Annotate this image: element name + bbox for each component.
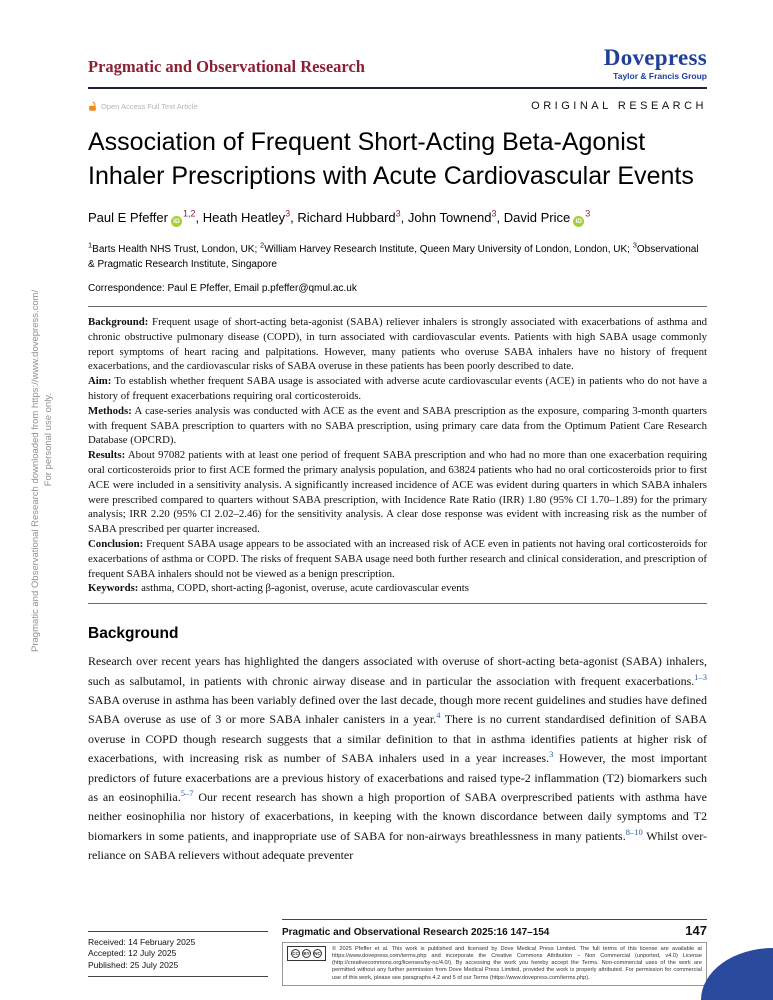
taylor-francis-group-text: Taylor & Francis Group: [613, 71, 707, 81]
superscript: 3: [632, 240, 637, 250]
abstract: [88, 306, 707, 604]
abstract-background-label: Background:: [88, 316, 149, 328]
license-text: © 2025 Pfeffer et al. This work is published and licensed by Dove Medical Press Limited. The full terms of this license are available at https://www.dovepress.com/terms.php and incorporate the Creative Commons Attribution – Non Commercial (unported, v4.0) License (http://creativecommons.org/licenses/by-nc/4.0/). By accessing the work you hereby accept the Terms. Non-commercial uses of the work are permitted without any further permission from Dove Medical Press Limited, provided the work is properly attributed. For permission for commercial use of this work, please see paragraphs 4.2 and 5 of our Terms (https://www.dovepress.com/terms.php).: [332, 945, 702, 981]
abstract-conclusion-text: Frequent SABA usage appears to be associated with an increased risk of ACE even in patients not having oral corticosteroids for exacerbations of asthma or COPD. The risks of frequent SABA usage need both further research and clinical consideration, and prescription of frequent SABA inhalers should not be viewed as a benign prescription.: [88, 537, 707, 580]
author-name: David Price $iD^3$: [503, 208, 591, 225]
open-access-link[interactable]: [88, 101, 198, 112]
journal-header: [88, 46, 707, 81]
footer-right: [282, 919, 707, 986]
author-affiliation-superscript: 3: [395, 208, 401, 219]
abstract-results: [88, 448, 707, 537]
cc-license-icon: NC: [314, 950, 321, 956]
author-name: Richard Hubbard$^3$: [297, 208, 401, 225]
header-rule: [88, 87, 707, 89]
abstract-methods-label: Methods:: [88, 404, 132, 417]
citation-row: [282, 919, 707, 938]
page-number: 147: [685, 922, 707, 938]
dovepress-corner-graphic: [701, 948, 773, 1000]
body-paragraph: Research over recent years has highlighted the dangers associated with overuse of short-acting beta-agonist (SABA) inhalers, such as salbutamol, in patients with chronic airway disease and in particular the association with frequent exacerbations.$^{1-3}$ SABA overuse in asthma has been variably defined over the last decade, though more recent guidelines and studies have defined SABA overuse as use of 3 or more SABA inhaler canisters in a year.$^4$ There is no current standardised definition of SABA overuse in COPD though research suggests that a similar definition to that in asthma identifies patients at higher risk of exacerbations, with increasing risk as number of SABA inhalers used in a year increases.$^3$ However, the most important predictors of future exacerbations are a previous history of exacerbations and raised type-2 inflammation (T2) biomarkers such as an eosinophilia.$^{5-7}$ Our recent research has shown a high proportion of SABA overprescribed patients with asthma have neither eosinophilia nor history of exacerbations, in keeping with the known discordance between daily symptoms and T2 biomarkers in some patients, and inappropriate use of SABA for non-airways breathlessness in many patients.$^{8-10}$ Whilst over-reliance on SABA relievers without adequate preventer: [88, 654, 708, 863]
superscript: 4: [436, 710, 441, 721]
affiliations: $^1$Barts Health NHS Trust, London, UK; $^2$William Harvey Research Institute, Queen Mary University of London, London, UK; $^3$Observational & Pragmatic Research Institute, Singapore: [88, 240, 699, 270]
author-affiliation-superscript: 3: [491, 208, 497, 219]
abstract-conclusion: [88, 537, 707, 581]
article-type-label: ORIGINAL RESEARCH: [531, 100, 707, 112]
correspondence-text: Correspondence: Paul E Pfeffer, Email: [88, 283, 262, 294]
journal-name: Pragmatic and Observational Research: [88, 57, 365, 76]
abstract-methods: [88, 404, 707, 448]
open-access-lock-icon: [88, 101, 97, 112]
superscript: 1–3: [694, 671, 707, 682]
superscript: 2: [260, 240, 265, 250]
superscript: 1: [88, 240, 93, 250]
published-date: Published: 25 July 2025: [88, 959, 179, 970]
page-footer: [88, 919, 707, 986]
download-notice-line2: For personal use only.: [43, 393, 54, 487]
superscript: 5–7: [180, 787, 194, 798]
abstract-conclusion-label: Conclusion:: [88, 537, 144, 550]
dovepress-logo: [604, 46, 707, 81]
author-affiliation-superscript: 3: [585, 208, 591, 219]
orcid-icon[interactable]: iD: [573, 216, 584, 227]
abstract-aim-label: Aim:: [88, 375, 112, 388]
author-name: Heath Heatley$^3$: [202, 208, 291, 225]
license-box: [282, 942, 707, 986]
abstract-keywords-label: Keywords:: [88, 582, 139, 595]
orcid-icon[interactable]: iD: [171, 216, 182, 227]
section-heading-background: Background: [88, 625, 179, 643]
superscript: 8–10: [625, 826, 643, 837]
received-date: Received: 14 February 2025: [88, 936, 196, 947]
meta-row: [88, 100, 707, 112]
abstract-keywords-text: asthma, COPD, short-acting β-agonist, overuse, acute cardiovascular events: [138, 582, 469, 595]
correspondence: [88, 283, 707, 294]
abstract-aim: [88, 374, 707, 404]
author-name: John Townend$^3$: [407, 208, 497, 225]
abstract-results-text: About 97082 patients with at least one period of frequent SABA prescription and who had no more than one exacerbation requiring oral corticosteroids prior to first ACE formed the primary analysis population, and 63824 patients who had no oral corticosteroids prior to first ACE were included in a sensitivity analysis. A significantly increased incidence of ACE was evident during quarters in which SABA inhalers were prescribed compared to quarters without SABA prescription, with Incidence Rate Ratio (IRR) 1.80 (95% CI 1.70–1.89) for the primary analysis; IRR 2.20 (95% CI 2.02–2.46) for the sensitivity analysis. A clear dose response was evident with increasing risk as the number of SABA prescribed per quarter increased.: [88, 449, 707, 536]
dovepress-logo-text: Dovepress: [603, 45, 707, 70]
author-affiliation-superscript: 1,2: [182, 208, 196, 219]
accepted-date: Accepted: 12 July 2025: [88, 948, 177, 959]
open-access-label: Open Access Full Text Article: [101, 101, 198, 111]
cc-license-badge: [287, 946, 326, 961]
author-affiliation-superscript: 3: [285, 208, 291, 219]
article-title: Association of Frequent Short-Acting Beta-Agonist Inhaler Prescriptions with Acute Cardiovascular Events: [88, 128, 694, 190]
abstract-background-text: Frequent usage of short-acting beta-agonist (SABA) reliever inhalers is strongly associated with exacerbations of asthma and chronic obstructive pulmonary disease (COPD), in turn associated with cardiovascular events. Patients with high SABA usage commonly report symptoms of heart racing and palpitations. However, many patients who overuse SABA inhalers have no history of frequent exacerbations, and the cardiovascular risks of SABA overuse in these patients has been poorly described to date.: [88, 316, 707, 373]
abstract-background: [88, 315, 707, 374]
abstract-keywords: [88, 581, 707, 596]
abstract-results-label: Results:: [88, 449, 126, 462]
correspondence-email-link[interactable]: p.pfeffer@qmul.ac.uk: [261, 283, 357, 294]
journal-citation: Pragmatic and Observational Research 2025:16 147–154: [282, 926, 550, 938]
cc-license-icon: CC: [292, 950, 299, 956]
superscript: 3: [549, 749, 554, 760]
author-list: Paul E Pfeffer iD$^{1,2}$, Heath Heatley$^3$, Richard Hubbard$^3$, John Townend$^3$, David Price $iD^3$: [88, 208, 591, 225]
cc-license-icon: BY: [303, 950, 310, 956]
download-notice-line1: Pragmatic and Observational Research downloaded from https://www.dovepress.com/: [30, 289, 41, 652]
author-name: Paul E Pfeffer iD$^{1,2}$: [88, 208, 196, 225]
abstract-aim-text: To establish whether frequent SABA usage is associated with adverse acute cardiovascular events (ACE) in patients who do not have a history of frequent exacerbations requiring oral corticosteroids.: [88, 375, 707, 402]
download-notice: [30, 228, 54, 652]
abstract-methods-text: A case-series analysis was conducted with ACE as the event and SABA prescription as the exposure, comparing 3-month quarters with frequent SABA prescription to quarters with no SABA prescription, using primary care data from the Optimum Patient Care Research Database (OPCRD).: [88, 404, 707, 447]
dates-box: [88, 931, 268, 978]
